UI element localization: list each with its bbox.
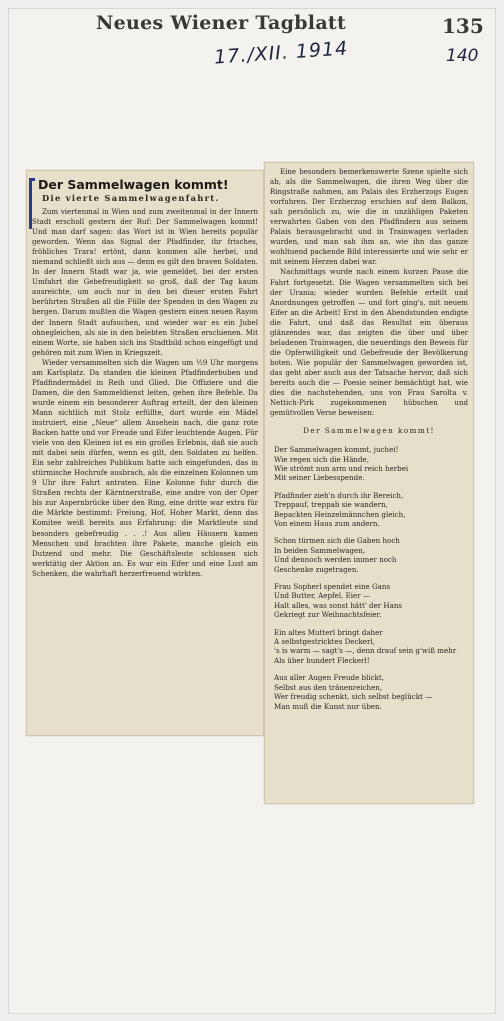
poem-stanza [274, 491, 468, 529]
right-column-text [265, 163, 473, 803]
poem-line: Wie regen sich die Hände, [274, 454, 369, 464]
poem-line: 's is warm — sagt's —, denn drauf sein g'wiß mehr [274, 646, 457, 656]
poem-line: Und dennoch werden immer noch [274, 555, 397, 565]
poem-line: A selbstgestricktes Deckerl, [274, 637, 375, 647]
poem-stanza [274, 628, 468, 666]
poem-line: Man muß die Kunst nur üben. [274, 701, 382, 711]
newspaper-masthead: Neues Wiener Tagblatt [96, 12, 347, 34]
poem-line: Geschenke zugetragen. [274, 564, 359, 574]
poem-line: Der Sammelwagen kommt, juchei! [274, 445, 399, 455]
poem-line: Und Butter, Aepfel, Eier — [274, 591, 370, 601]
left-column-text [27, 171, 263, 735]
article-subheadline: Die vierte Sammelwagenfahrt. [42, 193, 220, 203]
poem-line: Ein altes Mutterl bringt daher [274, 627, 383, 637]
handwritten-bracket-mark [29, 178, 35, 229]
poem-line: In beiden Sammelwagen, [274, 545, 366, 555]
clipping-left-column [26, 170, 264, 736]
handwritten-date: 17./XII. 1914 [213, 37, 349, 69]
poem-stanza [274, 445, 468, 483]
poem-line: Pfadfinder zieh'n durch ihr Bereich, [274, 490, 404, 500]
paragraph: Wieder versammelten sich die Wagen um ½9 Uhr morgens am Karlsplatz. Da standen die kleinen Pfadfinderbuben und Pfadfindermädel in Reih und Glied. Die Offiziere und die Damen, die den Sammeldienst leiten, gehen ihre Befehle. Da wurde einem ein besonderer Auftrag erteilt, der den kleinen Mann sichtlich mit Stolz erfüllte, dort wurde ein Mädel instruiert, eine „Neue“ allem Ansehein nach, die ganz rote Backen hatte und vor Freude und Eifer leuchtende Augen. Für viele von den Kleinen ist es ein großes Erlebnis, daß sie auch mit dabei sein dürfen, wenn es gilt, den Soldaten zu helfen. Ein sehr zahlreiches Publikum hatte sich eingefunden, das in stürmische Hochrufe ausbrach, als die einzelnen Kolonnen um 9 Uhr ihre Fahrt antraten. Eine Kolonne fuhr durch die Straßen rechts der Kärntnerstraße, eine andre von der Oper bis zur Aspernbrücke über den Ring, eine dritte war extra für die Märkte bestimmt: Freiung, Hof, Hoher Markt, denn das Komitee weiß bereits aus Erfahrung: die Marktleute sind besonders gebefreudig . . .! Aus allen Häusern kamen Menschen und brachten ihre Pakete, manche gleich ein Dutzend und mehr. Die Geschäftsleute schlossen sich werktätig der Aktion an. Es war ein Eifer und eine Lust am Schenken, die wahrhaft herzerfreuend wirkten. [32, 357, 258, 578]
clipping-right-column [264, 162, 474, 804]
poem-line: Wer freudig schenkt, sich selbst beglückt — [274, 692, 433, 702]
poem-stanza [274, 536, 468, 574]
article-headline: Der Sammelwagen kommt! [38, 177, 229, 192]
paragraph: Eine besonders bemerkenswerte Szene spielte sich ab, als die Sammelwagen, die ihren Weg über die Ringstraße nahmen, am Palais des Erzherzogs Eugen vorfuhren. Der Erzherzog erschien auf dem Balkon, sah persönlich zu, wie die in unzähligen Paketen verwahrten Gaben von den Pfadfindern aus seinem Palais herausgebracht und in Trainwagen verladen wurden, und man sah ihm an, wie ihn das ganze wohltuend packende Bild interessierte und wie sehr er mit seinem Herzen dabei war. [270, 167, 468, 267]
paragraph: Zum viertenmal in Wien und zum zweitenmal in der Innern Stadt erscholl gestern der Ruf: Der Sammelwagen kommt! Und man darf sagen: das Wort ist in Wien bereits populär geworden. Wenn das Signal der Pfadfinder, ihr frisches, fröhliches Trara! ertönt, dann kommen alle herbei, und niemand schließt sich aus — denn es gilt den braven Soldaten. In der Innern Stadt war ja, wie gemeldet, bei der ersten Umfahrt die Gebefreudigkeit so groß, daß der Tag kaum ausreichte, um auch nur in den bei dieser ersten Fahrt berührten Straßen all die Fülle der Spenden in den Wagen zu bergen. Darum mußten die Wagen gestern einen neuen Rayon der Innern Stadt aufsuchen, und wieder war es ein Jubel ohnegleichen, als sie in den belebten Straßen erschienen. Mit einem Worte, sie haben sich ins Stadtbild schon eingefügt und gehören mit zum Wien in Kriegszeit. [32, 207, 258, 357]
page-number: 135 [442, 14, 484, 38]
poem-line: Mit seiner Liebesspende. [274, 473, 365, 483]
poem-title: Der Sammelwagen kommt! [303, 426, 435, 436]
paragraph: Nachmittags wurde nach einem kurzen Pause die Fahrt fortgesetzt. Die Wagen versammelten sich bei der Urania; wieder wurden Befehle erteilt und Anordnungen getroffen — und fort ging's, mit neuem Eifer an die Arbeit! Erst in den Abendstunden endigte die Fahrt, und daß das Resultat ein überaus glänzendes war, das zeigten die über und über beladenen Trainwagen, die neuerdings den Beweis für die Opferwilligkeit und Gebefreude der Bevölkerung boten. Wie populär der Sammelwagen geworden ist, das geht aber auch aus der Tatsache hervor, daß sich bereits auch die — Poesie seiner bemächtigt hat, wie dies die nachstehenden, uns von Frau Sarolta v. Nettich-Pirk zugekommenen hübschen und gemütvollen Verse beweisen: [270, 267, 468, 418]
poem-line: Selbst aus den tränenreichen, [274, 682, 383, 692]
poem-line: Halt alles, was sonst hätt' der Hans [274, 600, 403, 610]
poem-line: Treppauf, treppab sie wandern, [274, 500, 388, 510]
poem-stanza [274, 673, 468, 711]
handwritten-archive-number: 140 [446, 46, 479, 66]
poem [270, 445, 468, 711]
poem-line: Bepackten Heinzelmännchen gleich, [274, 509, 406, 519]
poem-line: Als über hundert Fleckerl! [274, 655, 370, 665]
poem-line: Frau Sopherl spendet eine Gans [274, 582, 391, 592]
poem-line: Von einem Haus zum andern. [274, 519, 380, 529]
poem-line: Aus aller Augen Freude blickt, [274, 673, 384, 683]
poem-stanza [274, 582, 468, 620]
poem-line: Schon türmen sich die Gaben hoch [274, 536, 400, 546]
poem-line: Wie strömt nun arm und reich herbei [274, 463, 409, 473]
poem-line: Gekriegt zur Weihnachtsfeier. [274, 610, 382, 620]
